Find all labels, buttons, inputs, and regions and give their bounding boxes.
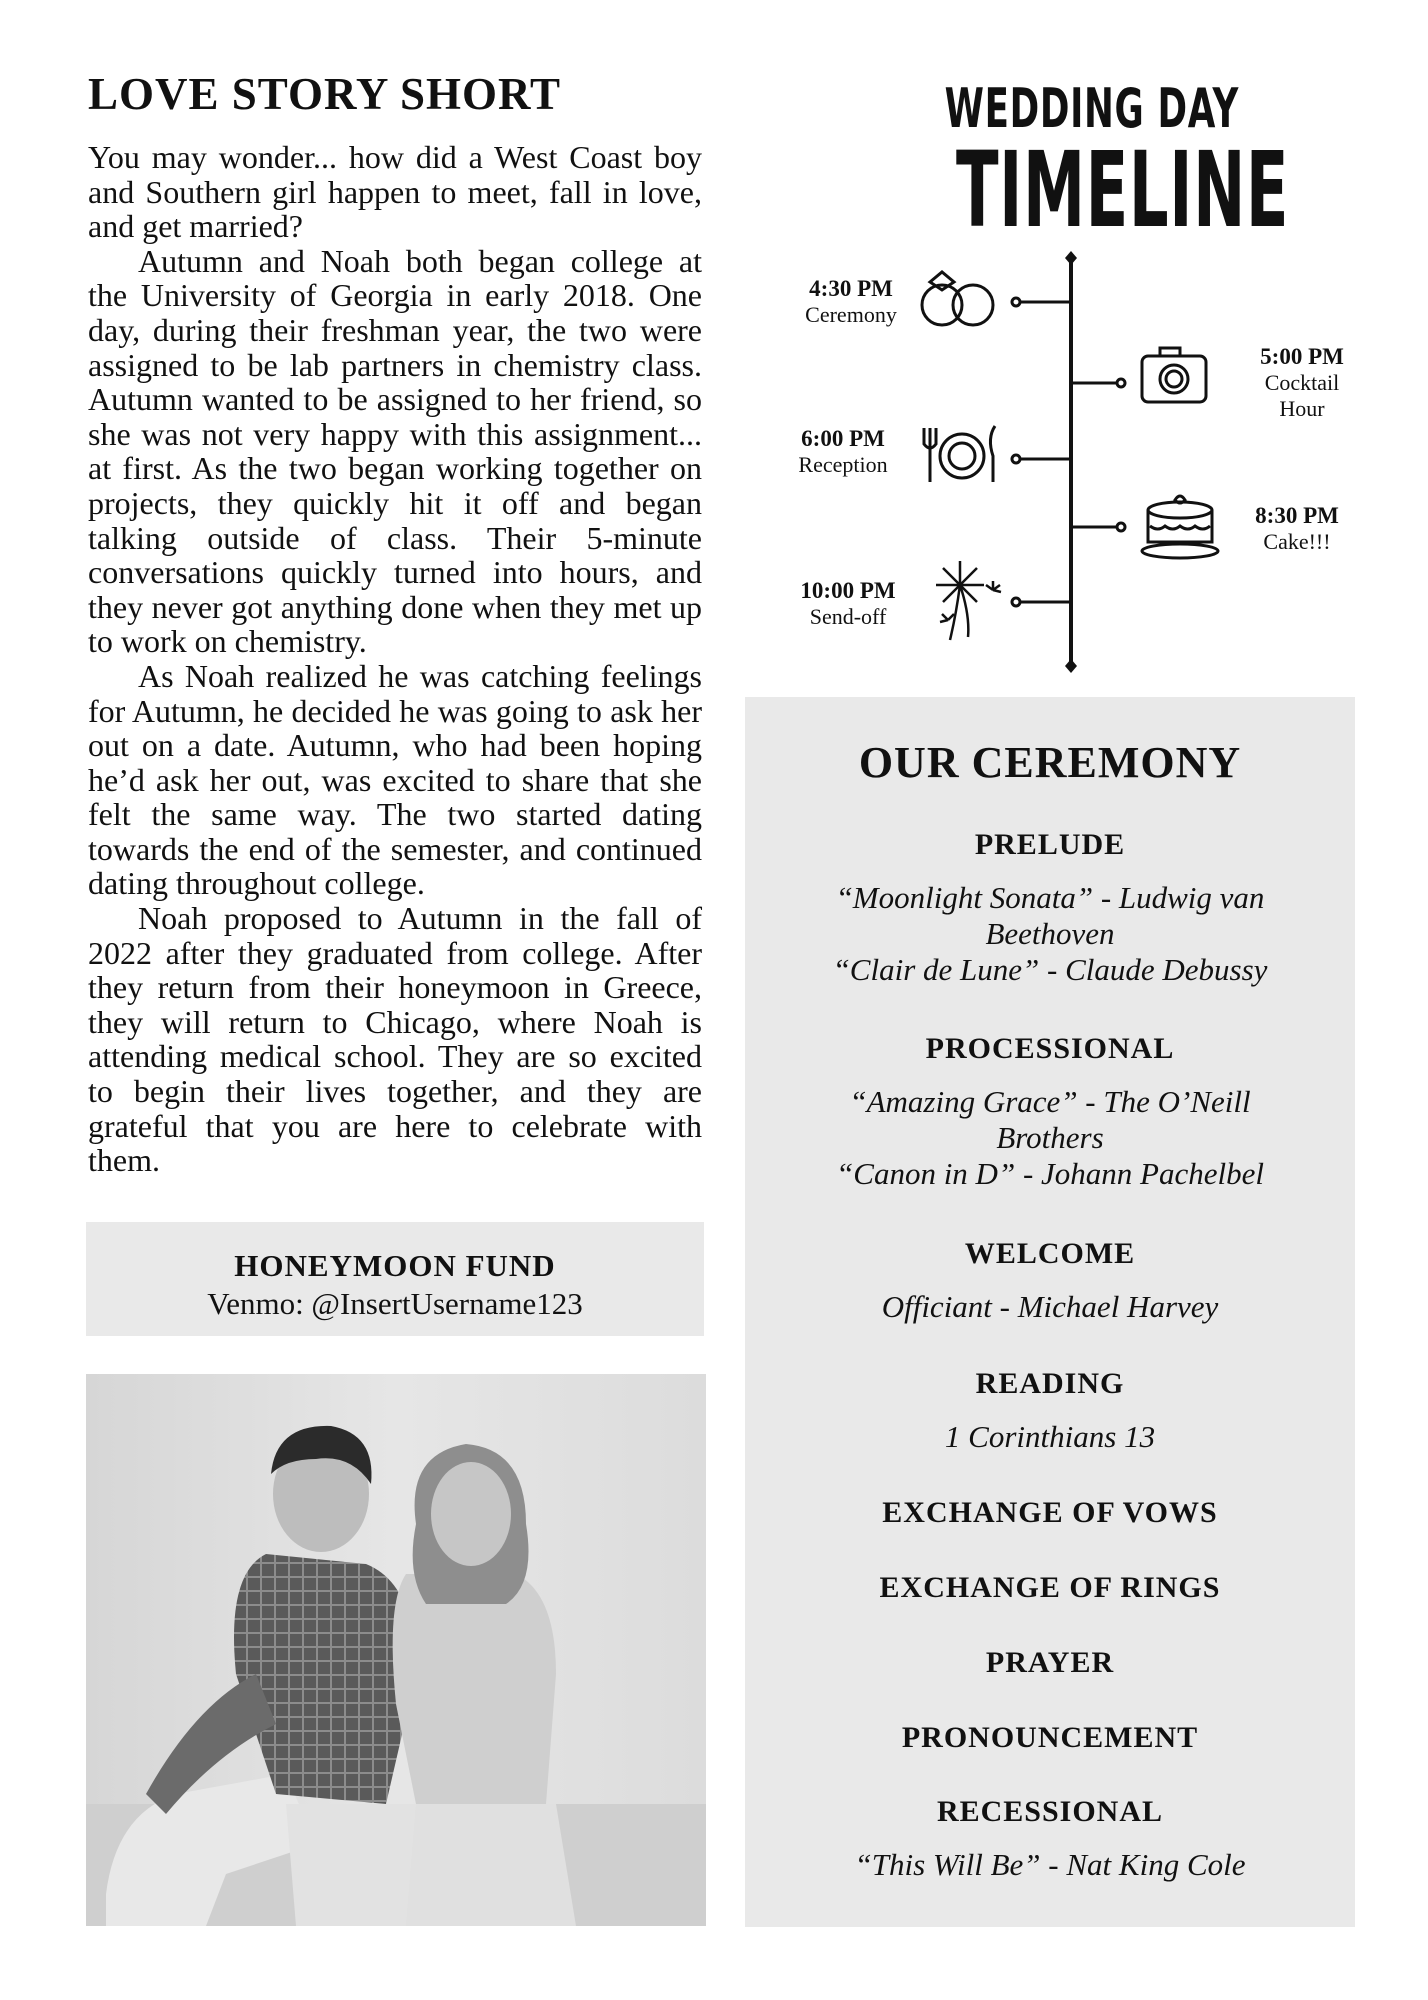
love-story-text [88,140,702,1178]
timeline-event-reception [768,426,918,478]
reading-heading: READING [975,1367,1125,1400]
couple-photo [86,1374,706,1926]
event-label: Ceremony [805,302,897,327]
ceremony-title: OUR CEREMONY [858,738,1242,787]
prelude-item: “Moonlight Sonata” - Ludwig van Beethoven [835,880,1265,951]
fireworks-icon [936,561,1001,640]
timeline-event-cake [1222,503,1372,555]
timeline-event-sendoff [773,578,923,630]
timeline-event-ceremony [776,276,926,328]
story-paragraph: Noah proposed to Autumn in the fall of 2022 after they graduated from college. After they return from their honeymoon in Greece, they will return to Chicago, where Noah is attending medical school. They are so excited to begin their lives together, and they are grateful that you are here to celebrate with them. [88,900,702,1179]
story-paragraph: Autumn and Noah both began college at the University of Georgia in early 2018. One day, during their freshman year, the two were assigned to be lab partners in chemistry class. Autumn wanted to be assigned to her friend, so she was not very happy with this assignment... at first. As the two began working together on projects, they quickly hit it off and began talking outside of class. Their 5-minute conversations quickly turned into hours, and they never got anything done when they met up to work on chemistry. [88,242,702,660]
timeline-title-line2: TIMELINE [956,129,1290,251]
processional-heading: PROCESSIONAL [925,1032,1175,1065]
event-time: 10:00 PM [800,578,896,603]
cake-icon [1142,496,1218,558]
timeline-title-line1: WEDDING DAY [944,77,1240,140]
event-time: 5:00 PM [1260,344,1344,369]
event-time: 6:00 PM [801,426,885,451]
event-label: Cocktail Hour [1264,370,1340,421]
vows-heading: EXCHANGE OF VOWS [882,1496,1218,1529]
event-label: Reception [798,452,888,477]
reading-item: 1 Corinthians 13 [944,1419,1156,1454]
story-paragraph: You may wonder... how did a West Coast boy and Southern girl happen to meet, fall in love, and get married? [88,139,702,245]
timeline-heading [880,77,1290,251]
processional-item: “Canon in D” - Johann Pachelbel [836,1156,1264,1191]
event-time: 4:30 PM [809,276,893,301]
timeline-event-cocktail [1232,344,1372,422]
venmo-handle: Venmo: @InsertUsername123 [207,1286,583,1321]
rings-heading: EXCHANGE OF RINGS [879,1571,1221,1604]
welcome-heading: WELCOME [964,1237,1136,1270]
rings-icon [922,272,993,325]
story-paragraph: As Noah realized he was catching feelings for Autumn, he decided he was going to ask her out on a date. Autumn, who had been hoping he’d ask her out, was excited to share that she felt the same way. The two started dating towards the end of the semester, and continued dating throughout college. [88,657,702,902]
prelude-item: “Clair de Lune” - Claude Debussy [832,952,1268,987]
event-label: Cake!!! [1263,529,1331,554]
love-story-title: LOVE STORY SHORT [88,69,561,119]
camera-icon [1142,348,1206,402]
prayer-heading: PRAYER [985,1646,1115,1679]
recessional-heading: RECESSIONAL [936,1795,1164,1828]
ceremony-program [745,697,1355,1927]
recessional-item: “This Will Be” - Nat King Cole [854,1847,1246,1882]
processional-item: “Amazing Grace” - The O’Neill Brothers [849,1084,1251,1155]
welcome-item: Officiant - Michael Harvey [881,1289,1219,1324]
event-time: 8:30 PM [1255,503,1339,528]
event-label: Send-off [809,604,887,629]
plate-icon [924,426,995,482]
honeymoon-fund-box [86,1222,704,1336]
honeymoon-fund-title: HONEYMOON FUND [234,1248,556,1283]
pronouncement-heading: PRONOUNCEMENT [901,1721,1199,1754]
prelude-heading: PRELUDE [974,828,1126,861]
